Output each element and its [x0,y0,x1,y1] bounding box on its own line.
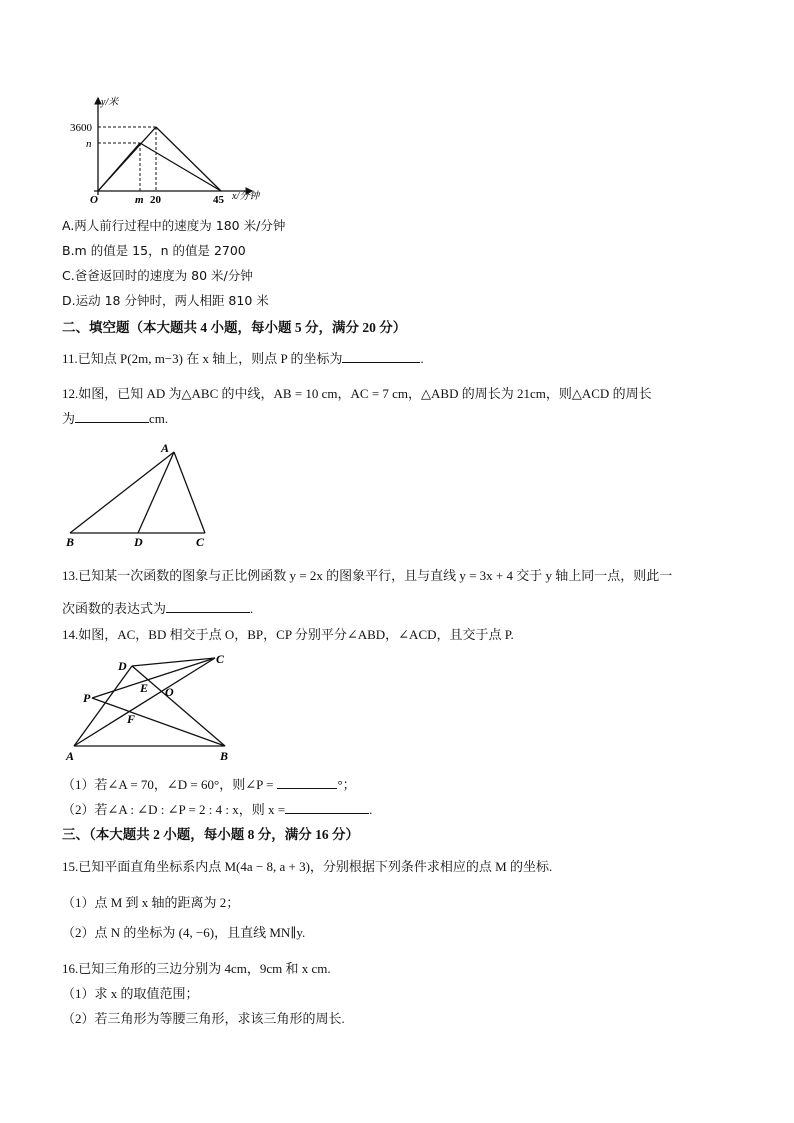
triangle-abc-figure [60,438,220,550]
section-3-title: 三、（本大题共 2 小题，每小题 8 分，满分 16 分） [62,827,359,842]
x-tick-m: m [135,194,144,206]
question-13-line2 [62,598,253,617]
side-ac [174,452,205,533]
distance-time-graph [70,92,276,206]
angle-bisector-figure [60,648,240,764]
label-b: B [220,749,229,763]
label-o: O [165,685,174,699]
q11-answer-blank[interactable] [342,350,420,363]
side-ab [70,452,174,533]
option-b: B.m 的值是 15，n 的值是 2700 [62,243,246,258]
question-12-line1: 12.如图，已知 AD 为△ABC 的中线，AB = 10 cm，AC = 7 cm，△ABD 的周长为 21cm，则△ACD 的周长 [62,386,652,401]
label-d: D [134,535,143,549]
q14-sub1-text: （1）若∠A = 70，∠D = 60°，则∠P = [62,777,274,792]
question-14-sub2 [62,799,372,818]
x-tick-20: 20 [150,194,161,206]
section-2-title: 二、填空题（本大题共 4 小题，每小题 5 分，满分 20 分） [62,320,407,335]
q13-line2-start: 次函数的表达式为 [62,601,167,616]
q14-sub2-text: （2）若∠A : ∠D : ∠P = 2 : 4 : x，则 x = [62,802,286,817]
label-c: C [196,535,205,549]
companion-line [98,143,140,191]
y-axis-label: y/米 [101,97,119,108]
question-13-line1: 13.已知某一次函数的图象与正比例函数 y = 2x 的图象平行，且与直线 y = 3x + 4 交于 y 轴上同一点，则此一 [62,568,673,583]
question-16-sub1: （1）求 x 的取值范围； [62,986,199,1001]
option-c: C.爸爸返回时的速度为 80 米/分钟 [62,268,253,283]
q14-sub1-end: °； [337,777,356,792]
label-b: B [66,535,75,549]
q13-answer-blank[interactable] [166,600,250,613]
q11-text: 11.已知点 P(2m, m−3) 在 x 轴上，则点 P 的坐标为 [62,351,343,366]
question-15-line1: 15.已知平面直角坐标系内点 M(4a − 8, a + 3)，分别根据下列条件求相应的点 M 的坐标. [62,859,553,874]
label-a: A [161,441,170,455]
median-ad [138,452,174,533]
question-15-sub1: （1）点 M 到 x 轴的距离为 2； [62,895,240,910]
label-d: D [118,659,127,673]
origin-label: O [90,194,98,206]
q12-answer-blank[interactable] [75,410,149,423]
question-16-line1: 16.已知三角形的三边分别为 4cm，9cm 和 x cm. [62,961,331,976]
x-tick-45: 45 [213,194,224,206]
label-c: C [216,652,225,666]
segment-bd [132,666,225,746]
option-a: A.两人前行过程中的速度为 180 米/分钟 [62,218,286,233]
q12-line2-start: 为 [62,411,76,426]
question-14-line1: 14.如图，AC，BD 相交于点 O，BP，CP 分别平分∠ABD，∠ACD，且交于点 P. [62,627,514,642]
question-15-sub2: （2）点 N 的坐标为 (4, −6)，且直线 MN∥y. [62,925,306,940]
y-tick-n: n [86,138,92,150]
companion-return-line [140,143,221,191]
label-p: P [83,691,91,705]
label-e: E [140,681,149,695]
q14-sub2-blank[interactable] [285,801,369,814]
segment-ac [74,658,215,746]
q12-line2-end: cm. [149,411,169,426]
label-f: F [127,712,136,726]
question-12-line2 [62,408,168,427]
question-11 [62,348,424,367]
option-d: D.运动 18 分钟时，两人相距 810 米 [62,293,269,308]
label-a: A [66,749,75,763]
q11-end: . [420,351,424,366]
x-axis-label: x/分钟 [232,191,260,202]
y-tick-3600: 3600 [70,122,92,134]
question-16-sub2: （2）若三角形为等腰三角形，求该三角形的周长. [62,1011,345,1026]
q14-sub2-end: . [369,802,373,817]
q13-line2-end: . [250,601,254,616]
question-14-sub1 [62,774,356,793]
q14-sub1-blank[interactable] [277,776,337,789]
segment-ad [74,666,132,746]
